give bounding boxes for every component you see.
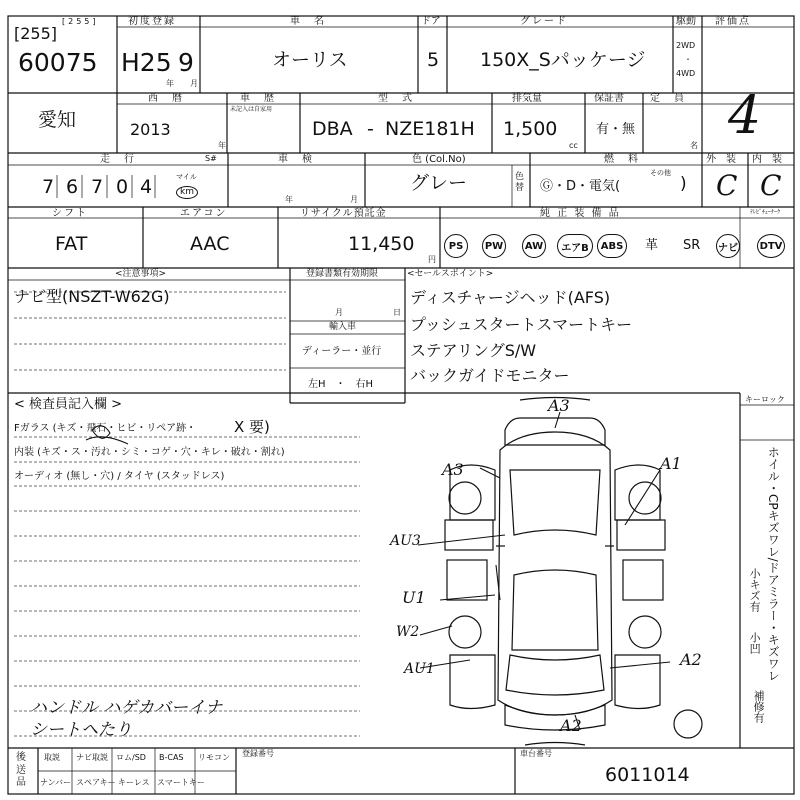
year-kanji: 年 bbox=[218, 141, 226, 150]
handle-value: 左H ・ 右H bbox=[308, 379, 374, 390]
doc-month: 月 bbox=[335, 308, 343, 317]
sales-point-3: ステアリングS/W bbox=[410, 341, 537, 360]
drive-4wd: 4WD bbox=[676, 69, 696, 78]
caution-label: <注意事項> bbox=[115, 269, 167, 279]
mileage-digit-5: 4 bbox=[140, 176, 153, 198]
label-grade: グレード bbox=[520, 16, 568, 27]
mark-a3-top: A3 bbox=[548, 396, 570, 415]
label-warranty: 保証書 bbox=[594, 93, 624, 104]
label-interior: 内 装 bbox=[752, 154, 782, 165]
doc-day: 日 bbox=[393, 308, 401, 317]
footer-item-remote: リモコン bbox=[198, 753, 230, 762]
footer-item-spare-key: スペアキー bbox=[76, 778, 116, 787]
label-doors: ドア bbox=[421, 16, 441, 27]
label-shift: シフト bbox=[52, 208, 88, 219]
color-change-label: 色替 bbox=[515, 172, 525, 193]
mark-a2-bottom: A2 bbox=[560, 716, 582, 735]
mark-w2: W2 bbox=[396, 624, 420, 640]
footer-item-plate: ナンバー bbox=[40, 778, 72, 787]
color-value: グレー bbox=[410, 172, 468, 194]
yen-label: 円 bbox=[428, 255, 436, 264]
chassis-label: 車台番号 bbox=[520, 749, 552, 758]
post-items-label: 後送品 bbox=[16, 752, 26, 788]
footer-item-navi-manual: ナビ取説 bbox=[76, 753, 108, 762]
reg-month: 9 bbox=[178, 48, 194, 77]
lot-header: [255] bbox=[62, 17, 99, 26]
car-name: オーリス bbox=[272, 49, 348, 71]
label-capacity: 定 員 bbox=[650, 93, 686, 104]
side-small-1: 小キズ有 bbox=[748, 568, 762, 612]
model-code: NZE181H bbox=[385, 118, 475, 140]
footer-item-bcas: B-CAS bbox=[159, 753, 184, 762]
inspector-glass-mark: X 要) bbox=[234, 418, 270, 436]
inspector-audio: オーディオ (無し・穴) / タイヤ (スタッドレス) bbox=[14, 471, 225, 482]
caution-text: ナビ型(NSZT-W62G) bbox=[14, 287, 170, 306]
footer-item-keyless: キーレス bbox=[118, 778, 150, 787]
fuel-close-paren: ) bbox=[680, 174, 687, 194]
mileage-digit-1: 7 bbox=[42, 176, 55, 198]
equip-ps: PS bbox=[444, 234, 468, 258]
mark-au1: AU1 bbox=[404, 661, 435, 677]
month-kanji: 月 bbox=[190, 79, 198, 88]
label-exterior: 外 装 bbox=[706, 154, 736, 165]
warranty-value: 有・無 bbox=[596, 122, 636, 137]
year-value: 2013 bbox=[130, 120, 171, 139]
lot-number: 60075 bbox=[18, 48, 98, 77]
equip-sr: SR bbox=[683, 238, 701, 253]
label-tuner: ﾃﾚﾋﾞﾁｭｰﾅｰｸ bbox=[750, 209, 781, 216]
era-year: H25 bbox=[121, 48, 172, 77]
aircon-value: AAC bbox=[190, 233, 230, 255]
mile-label: マイル bbox=[176, 173, 197, 181]
cc-label: cc bbox=[569, 141, 578, 150]
label-model: 型 式 bbox=[378, 93, 414, 104]
footer-item-manual: 取説 bbox=[44, 753, 60, 762]
mark-a3-left: A3 bbox=[442, 460, 464, 479]
fuel-other-label: その他 bbox=[650, 169, 671, 177]
model-prefix: DBA bbox=[312, 118, 353, 140]
handwritten-note-1: ハンドル ハゲカバーイナ bbox=[30, 698, 223, 718]
label-score: 評価点 bbox=[715, 16, 751, 27]
doors-value: 5 bbox=[427, 49, 440, 71]
inspector-glass: Fガラス (キズ・飛石・ヒビ・リペア跡・ bbox=[14, 423, 197, 434]
footer-item-rom-sd: ロム/SD bbox=[116, 753, 146, 762]
mileage-digit-4: 0 bbox=[116, 176, 129, 198]
lot-bracket: [255] bbox=[14, 24, 58, 43]
label-history: 車 歴 bbox=[240, 93, 276, 104]
label-drive: 駆動 bbox=[676, 16, 696, 27]
side-small-2: 小凹 bbox=[748, 632, 762, 654]
equip-abs: ABS bbox=[597, 234, 627, 258]
model-dash: - bbox=[367, 118, 374, 140]
inspector-interior: 内装 (キズ・ス・汚れ・シミ・コゲ・穴・キレ・破れ・割れ) bbox=[14, 447, 285, 458]
doc-deadline-label: 登録書類有効期限 bbox=[306, 269, 379, 279]
inspection-month: 月 bbox=[350, 195, 358, 204]
equip-airbag: エアB bbox=[557, 234, 593, 258]
equip-navi: ナビ bbox=[716, 234, 740, 258]
label-region: 西 暦 bbox=[148, 93, 184, 104]
label-aircon: エアコン bbox=[180, 208, 228, 219]
inspection-year: 年 bbox=[285, 195, 293, 204]
mileage-digit-2: 6 bbox=[66, 176, 79, 198]
equip-pw: PW bbox=[482, 234, 506, 258]
displacement-value: 1,500 bbox=[503, 118, 558, 140]
interior-grade: C bbox=[760, 169, 782, 202]
label-fuel: 燃 料 bbox=[604, 154, 640, 165]
dealer-value: ディーラー・並行 bbox=[302, 346, 382, 357]
import-label: 輸入車 bbox=[329, 322, 357, 332]
sales-point-1: ディスチャージヘッド(AFS) bbox=[410, 288, 611, 307]
side-small-3: 補修有 bbox=[752, 690, 766, 723]
nenshiki-kanji: 年 bbox=[166, 79, 174, 88]
grade-value: 150X_Sパッケージ bbox=[480, 49, 646, 71]
label-car-name: 車 名 bbox=[290, 16, 326, 27]
label-equipment: 純 正 装 備 品 bbox=[540, 208, 621, 219]
key-lock-label: キーロック bbox=[745, 395, 785, 404]
drive-dot: ・ bbox=[684, 55, 692, 64]
sales-point-4: バックガイドモニター bbox=[410, 366, 570, 385]
chassis-number: 6011014 bbox=[605, 764, 690, 786]
score-value: 4 bbox=[728, 86, 762, 146]
footer-item-smart-key: スマートキー bbox=[157, 778, 205, 787]
car-diagram bbox=[445, 398, 702, 746]
fuel-value: Ⓖ・D・電気( bbox=[540, 179, 621, 194]
equip-dtv: DTV bbox=[757, 234, 785, 258]
label-mileage: 走 行 bbox=[100, 154, 136, 165]
label-recycle: リサイクル預託金 bbox=[300, 208, 387, 219]
equip-leather: 革 bbox=[645, 238, 659, 253]
label-sharp: S# bbox=[205, 154, 217, 163]
sales-point-2: プッシュスタートスマートキー bbox=[410, 315, 633, 334]
region-value: 愛知 bbox=[38, 109, 77, 131]
label-color: 色 (Col.No) bbox=[412, 154, 466, 165]
capacity-suffix: 名 bbox=[690, 141, 698, 150]
drive-2wd: 2WD bbox=[676, 41, 696, 50]
label-inspection: 車 検 bbox=[278, 154, 314, 165]
mark-a2-right: A2 bbox=[680, 650, 702, 669]
recycle-value: 11,450 bbox=[348, 233, 415, 255]
equip-aw: AW bbox=[522, 234, 546, 258]
side-vertical-text: ホイル・CPキズワレ/ドアミラー・キズワレ bbox=[766, 446, 781, 682]
label-displacement: 排気量 bbox=[512, 93, 542, 104]
reg-number-label: 登録番号 bbox=[242, 749, 274, 758]
mileage-digit-3: 7 bbox=[91, 176, 104, 198]
km-label: km bbox=[176, 186, 198, 199]
sales-points-label: <セールスポイント> bbox=[407, 269, 494, 279]
label-first-reg: 初度登録 bbox=[128, 16, 176, 27]
exterior-grade: C bbox=[716, 169, 738, 202]
inspector-title: < 検査員記入欄 > bbox=[14, 397, 123, 412]
unrecorded-note: 未記入は自家用 bbox=[230, 106, 273, 113]
mark-a1-right: A1 bbox=[660, 454, 682, 473]
mark-u1: U1 bbox=[402, 588, 426, 607]
handwritten-note-2: シートヘたり bbox=[30, 720, 132, 740]
shift-value: FAT bbox=[55, 233, 88, 255]
mark-au3: AU3 bbox=[390, 533, 421, 549]
